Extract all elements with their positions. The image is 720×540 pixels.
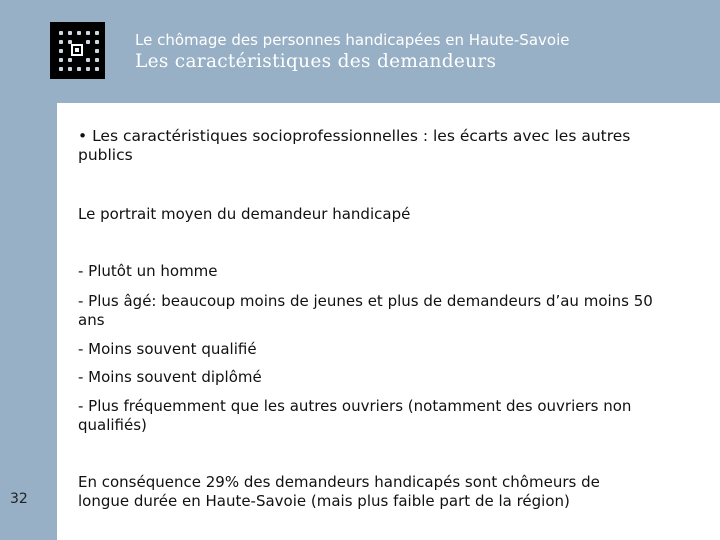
logo-dot (95, 58, 99, 62)
slide-title: Les caractéristiques des demandeurs (135, 51, 497, 72)
logo-dot (68, 58, 72, 62)
logo-dot (59, 49, 63, 53)
intro-bullet: • Les caractéristiques socioprofessionnelles : les écarts avec les autres publics (78, 127, 631, 164)
logo-dot (77, 31, 81, 35)
logo-center-square (71, 44, 83, 56)
portrait-heading: Le portrait moyen du demandeur handicapé (78, 205, 411, 223)
list-item: - Moins souvent diplômé (78, 368, 262, 386)
list-item: - Plus âgé: beaucoup moins de jeunes et plus de demandeurs d’au moins 50 ans (78, 292, 653, 329)
logo-dot (86, 58, 90, 62)
logo-dot (59, 31, 63, 35)
logo-dot (59, 58, 63, 62)
logo-dot (95, 49, 99, 53)
logo-dot (68, 40, 72, 44)
logo-dot (95, 40, 99, 44)
page-number: 32 (10, 491, 28, 507)
conclusion-text: En conséquence 29% des demandeurs handicapés sont chômeurs de longue durée en Haute-Savoie (mais plus faible part de la région) (78, 473, 600, 510)
list-item: - Moins souvent qualifié (78, 340, 257, 358)
logo-dot (86, 67, 90, 71)
logo-dot (86, 31, 90, 35)
logo-dot (68, 31, 72, 35)
list-item: - Plus fréquemment que les autres ouvriers (notamment des ouvriers non qualifiés) (78, 397, 632, 434)
logo-dot (68, 67, 72, 71)
logo-dot (86, 40, 90, 44)
slide-subtitle: Le chômage des personnes handicapées en Haute-Savoie (135, 31, 570, 49)
logo-dot (77, 67, 81, 71)
logo-dot (95, 31, 99, 35)
list-item: - Plutôt un homme (78, 262, 218, 280)
logo-dot (59, 40, 63, 44)
grid-dots-logo-icon (50, 22, 105, 79)
logo-dot (95, 67, 99, 71)
logo-dot (59, 67, 63, 71)
